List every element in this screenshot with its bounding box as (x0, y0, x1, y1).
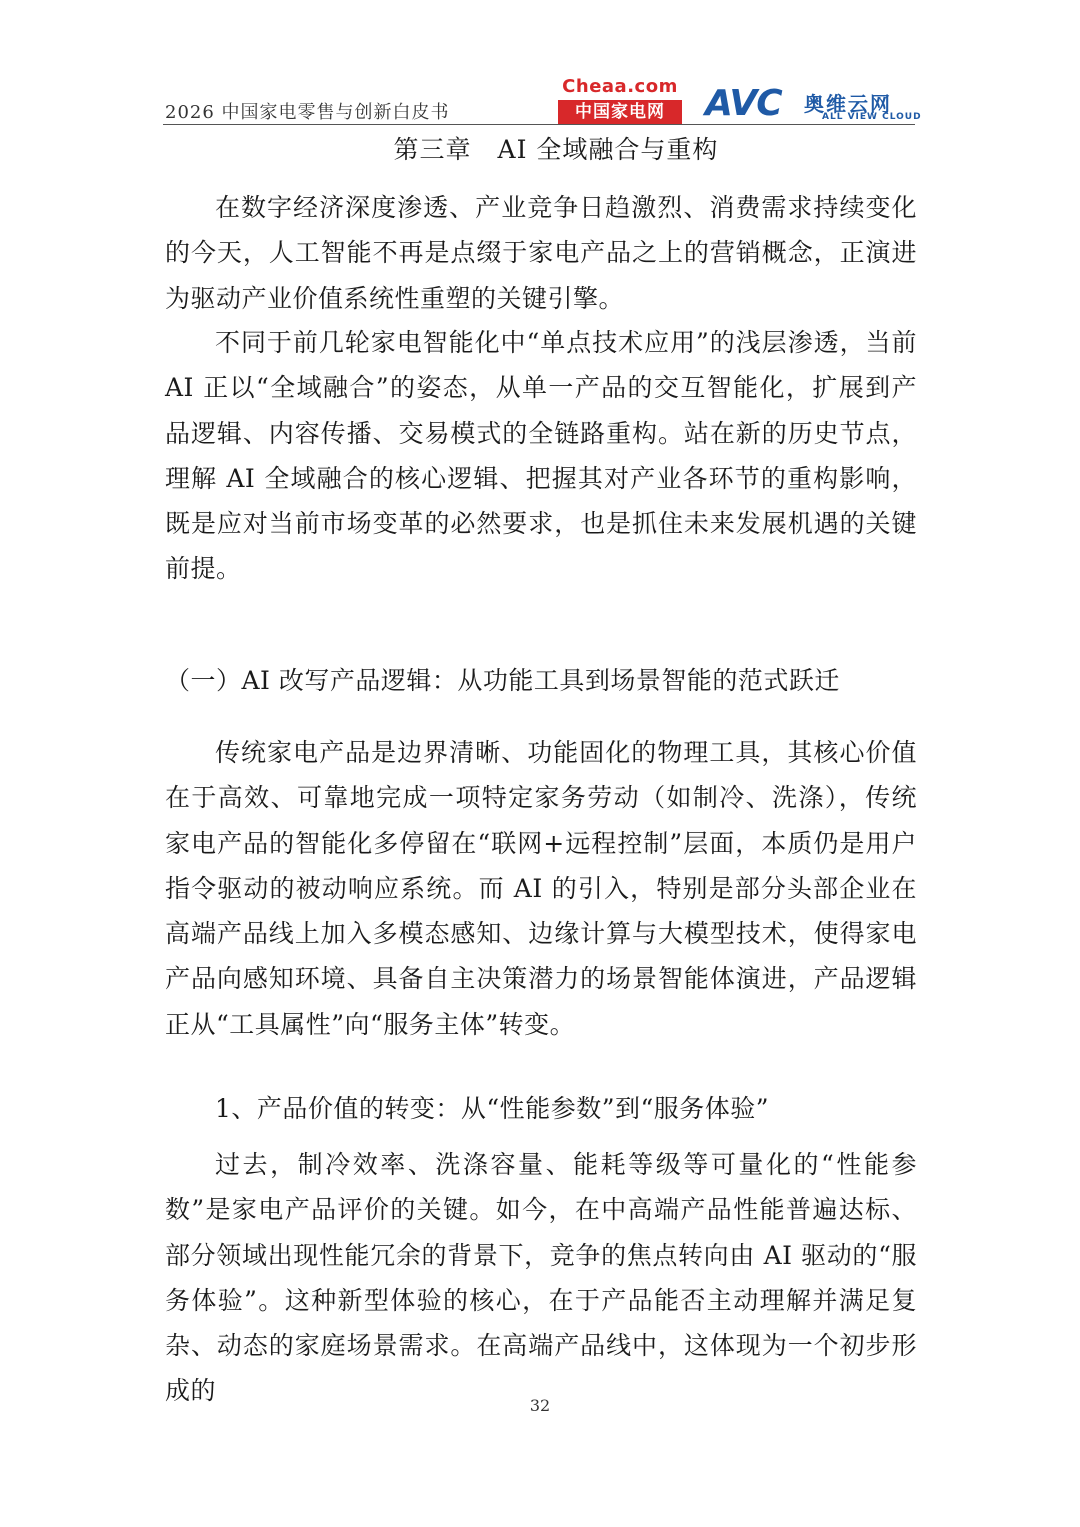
header-divider (163, 124, 915, 125)
avc-logo-chinese-name: 奥维云网 (804, 92, 892, 116)
cheaa-logo (555, 78, 685, 124)
cheaa-logo-name: 中国家电网 (558, 100, 682, 124)
section-heading: （一）AI 改写产品逻辑：从功能工具到场景智能的范式跃迁 (165, 666, 840, 695)
avc-logo-mark: AVC (705, 83, 782, 124)
avc-logo (705, 83, 923, 126)
chapter-title: 第三章 AI 全域融合与重构 (393, 135, 719, 164)
page-number: 32 (529, 1396, 551, 1415)
avc-logo-english-name: ALL VIEW CLOUD (822, 112, 922, 122)
intro-paragraph-2: 不同于前几轮家电智能化中“单点技术应用”的浅层渗透，当前 AI 正以“全域融合”的姿态，从单一产品的交互智能化，扩展到产品逻辑、内容传播、交易模式的全链路重构。站在新的历史节点，理解 AI 全域融合的核心逻辑、把握其对产业各环节的重构影响，既是应对当前市场变革的必然要求，也是抓住未来发展机遇的关键前提。 (165, 328, 917, 584)
subsection-paragraph: 过去，制冷效率、洗涤容量、能耗等级等可量化的“性能参数”是家电产品评价的关键。如今，在中高端产品性能普遍达标、部分领域出现性能冗余的背景下，竞争的焦点转向由 AI 驱动的“服务体验”。这种新型体验的核心，在于产品能否主动理解并满足复杂、动态的家庭场景需求。在高端产品线中，这体现为一个初步形成的 (165, 1150, 917, 1406)
section-paragraph: 传统家电产品是边界清晰、功能固化的物理工具，其核心价值在于高效、可靠地完成一项特定家务劳动（如制冷、洗涤），传统家电产品的智能化多停留在“联网+远程控制”层面，本质仍是用户指令驱动的被动响应系统。而 AI 的引入，特别是部分头部企业在高端产品线上加入多模态感知、边缘计算与大模型技术，使得家电产品向感知环境、具备自主决策潜力的场景智能体演进，产品逻辑正从“工具属性”向“服务主体”转变。 (165, 738, 917, 1039)
document-title: 2026 中国家电零售与创新白皮书 (165, 102, 450, 123)
intro-paragraph-1: 在数字经济深度渗透、产业竞争日趋激烈、消费需求持续变化的今天，人工智能不再是点缀于家电产品之上的营销概念，正演进为驱动产业价值系统性重塑的关键引擎。 (165, 193, 917, 313)
subsection-heading: 1、产品价值的转变：从“性能参数”到“服务体验” (215, 1094, 770, 1123)
cheaa-logo-domain: Cheaa.com (562, 76, 678, 97)
